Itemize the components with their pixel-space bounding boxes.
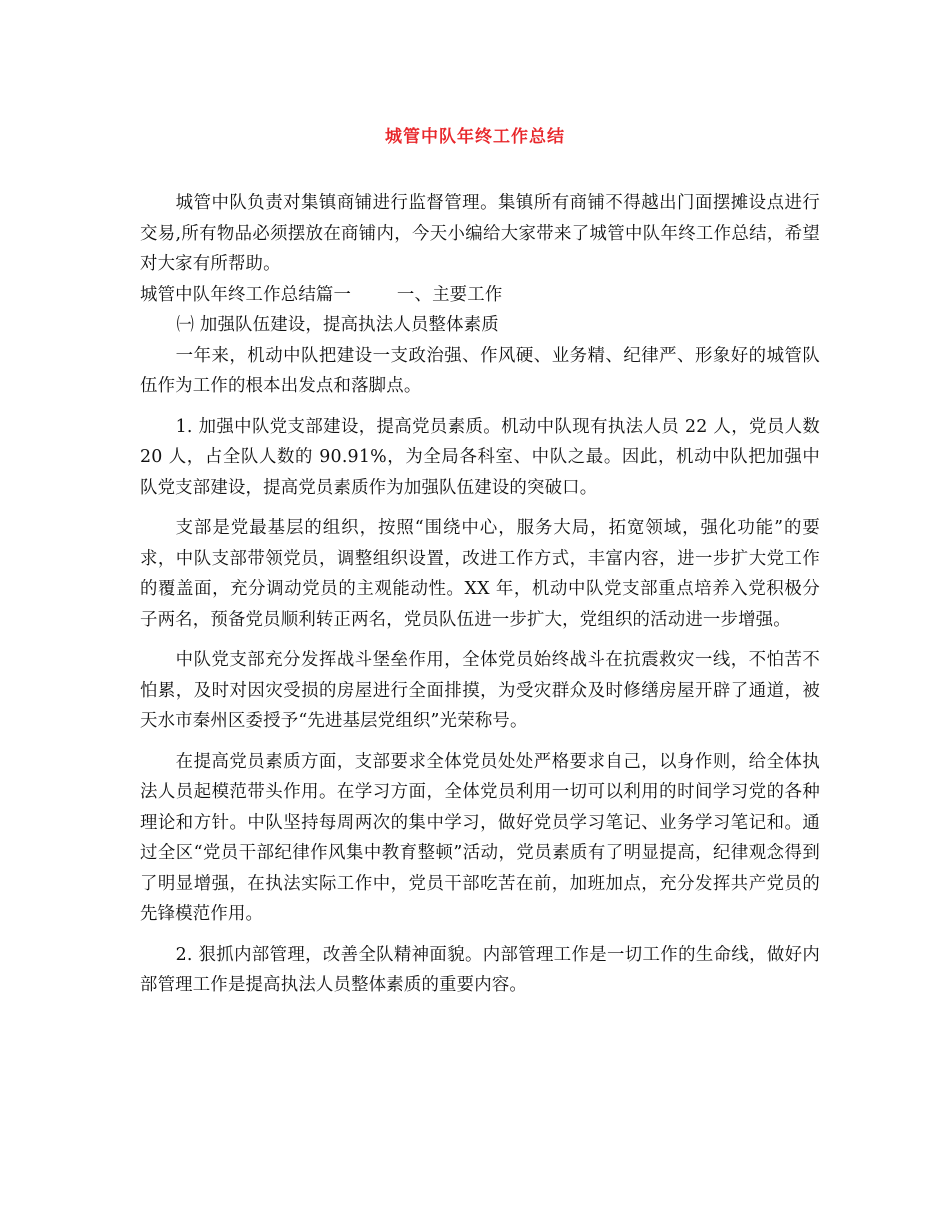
subsection-heading: ㈠ 加强队伍建设，提高执法人员整体素质 [176,315,499,335]
body-paragraph: 1. 加强中队党支部建设，提高党员素质。机动中队现有执法人员 22 人，党员人数 20 人，占全队人数的 90.91%，为全局各科室、中队之最。因此，机动中队把加强中队党支部建设，提高党员素质作为加强队伍建设的突破口。 [140,416,820,498]
body-paragraph: 一年来，机动中队把建设一支政治强、作风硬、业务精、纪律严、形象好的城管队伍作为工作的根本出发点和落脚点。 [140,345,820,396]
body-paragraph: 中队党支部充分发挥战斗堡垒作用，全体党员始终战斗在抗震救灾一线，不怕苦不怕累，及时对因灾受损的房屋进行全面排摸，为受灾群众及时修缮房屋开辟了通道，被天水市秦州区委授予“先进基层党组织”光荣称号。 [140,650,820,731]
body-paragraph: 支部是党最基层的组织，按照“围绕中心，服务大局，拓宽领域，强化功能”的要求，中队支部带领党员，调整组织设置，改进工作方式，丰富内容，进一步扩大党工作的覆盖面，充分调动党员的主观能动性。XX 年，机动中队党支部重点培养入党积极分子两名，预备党员顺利转正两名，党员队伍进一步扩大，党组织的活动进一步增强。 [140,518,820,630]
document-body [140,188,820,1001]
document-title: 城管中队年终工作总结 [385,127,565,147]
section-heading: 城管中队年终工作总结篇一 一、主要工作 [140,284,503,305]
intro-paragraph: 城管中队负责对集镇商铺进行监督管理。集镇所有商铺不得越出门面摆摊设点进行交易,所有物品必须摆放在商铺内，今天小编给大家带来了城管中队年终工作总结，希望对大家有所帮助。 [140,193,820,274]
body-paragraph: 在提高党员素质方面，支部要求全体党员处处严格要求自己，以身作则，给全体执法人员起模范带头作用。在学习方面，全体党员利用一切可以利用的时间学习党的各种理论和方针。中队坚持每周两次的集中学习，做好党员学习笔记、业务学习笔记和。通过全区“党员干部纪律作风集中教育整顿”活动，党员素质有了明显提高，纪律观念得到了明显增强，在执法实际工作中，党员干部吃苦在前，加班加点，充分发挥共产党员的先锋模范作用。 [140,751,820,924]
body-paragraph: 2. 狠抓内部管理，改善全队精神面貌。内部管理工作是一切工作的生命线，做好内部管理工作是提高执法人员整体素质的重要内容。 [140,944,820,995]
